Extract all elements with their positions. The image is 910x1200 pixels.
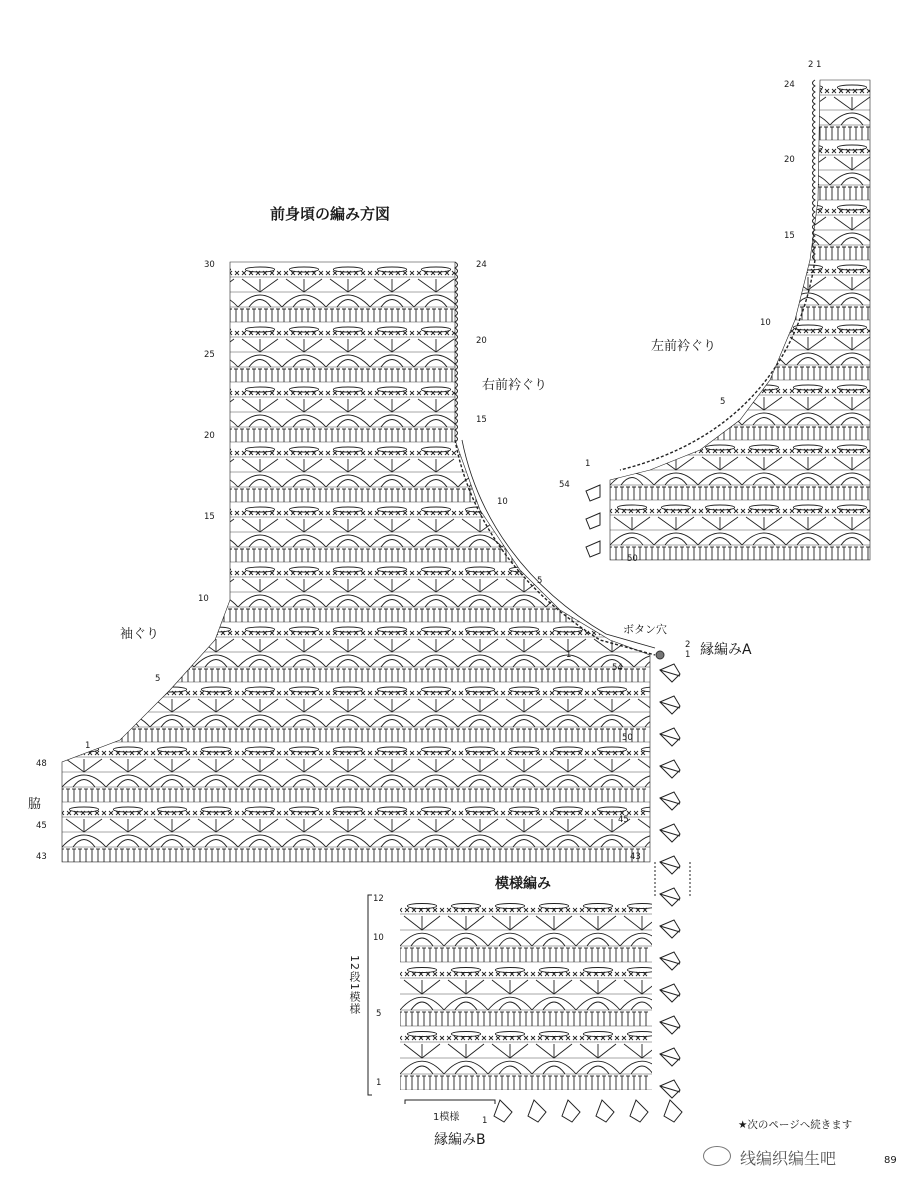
page-number: 89	[884, 1155, 897, 1166]
row-number-front-1: 1	[85, 741, 91, 751]
row-number-left-5: 5	[720, 397, 726, 407]
pattern-label: 模様編み	[495, 876, 551, 892]
one-pattern-label: 1模様	[433, 1112, 460, 1123]
row-number-front-15: 15	[204, 512, 215, 522]
watermark-text: 线编织编生吧	[740, 1149, 837, 1168]
row-number-neck-24: 24	[476, 260, 487, 270]
row-number-right-50: 50	[622, 733, 633, 743]
row-number-front-30: 30	[204, 260, 215, 270]
row-number-neck-marker: 54	[612, 663, 623, 673]
row-number-front-10: 10	[198, 594, 209, 604]
button-hole-label: ボタン穴	[623, 623, 667, 636]
row-number-pattern-1: 1	[376, 1078, 382, 1088]
row-number-front-20: 20	[204, 431, 215, 441]
row-number-left-10: 10	[760, 318, 771, 328]
row-number-neck-10: 10	[497, 497, 508, 507]
chart-outlines	[62, 80, 870, 1122]
row-number-right-45: 45	[618, 815, 629, 825]
row-number-left-1: 1	[585, 459, 591, 469]
row-number-pattern-5: 5	[376, 1009, 382, 1019]
repeat-label: 12段1模様	[348, 955, 361, 1015]
stitch-patterns	[60, 85, 874, 1090]
row-number-front-43: 43	[36, 852, 47, 862]
row-number-left-20: 20	[784, 155, 795, 165]
row-number-border-a-1: 1	[685, 650, 691, 660]
row-number-front-45: 45	[36, 821, 47, 831]
stitch-field	[398, 904, 664, 1091]
diagram-title: 前身頃の編み方図	[270, 205, 391, 223]
left-neck-label: 左前衿ぐり	[651, 339, 717, 354]
continued-note: ★次のページへ続きます	[738, 1119, 853, 1131]
stitch-field	[60, 267, 678, 862]
row-number-right-43: 43	[630, 852, 641, 862]
row-number-left-15: 15	[784, 231, 795, 241]
row-number-neck-20: 20	[476, 336, 487, 346]
row-number-left-top-1: 1	[816, 60, 822, 70]
row-number-left-50: 50	[627, 554, 638, 564]
row-number-pattern-10: 10	[373, 933, 384, 943]
row-number-neck-5: 5	[537, 576, 543, 586]
row-number-left-24: 24	[784, 80, 795, 90]
armhole-label: 袖ぐり	[120, 627, 160, 642]
row-number-left-54: 54	[559, 480, 570, 490]
row-number-left-top-2: 2	[808, 60, 814, 70]
row-number-neck-15: 15	[476, 415, 487, 425]
row-number-pattern-12: 12	[373, 894, 384, 904]
border-a-label: 縁編みA	[700, 642, 752, 658]
row-number-neck-1: 1	[566, 650, 572, 660]
row-number-bottom-start: 1	[482, 1116, 488, 1126]
border-b-label: 縁編みB	[434, 1132, 486, 1148]
row-number-front-25: 25	[204, 350, 215, 360]
right-neck-label: 右前衿ぐり	[482, 378, 548, 393]
stitch-field	[608, 85, 874, 560]
row-number-border-a-2: 2	[685, 640, 691, 650]
row-number-front-48: 48	[36, 759, 47, 769]
wechat-icon	[703, 1146, 731, 1166]
row-number-front-5: 5	[155, 674, 161, 684]
side-label: 脇	[28, 797, 42, 812]
